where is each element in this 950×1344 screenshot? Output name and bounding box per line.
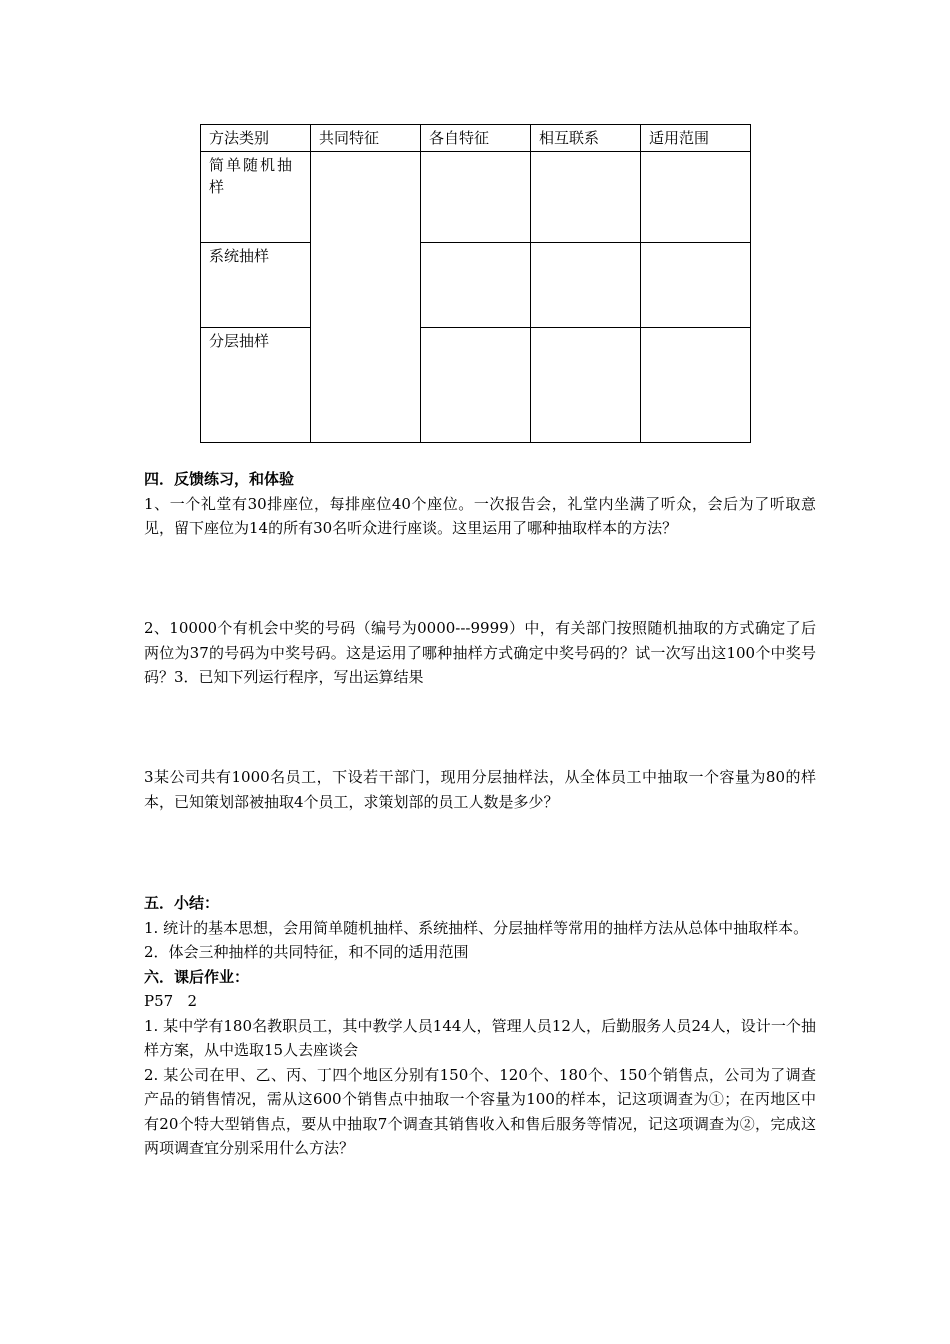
section-5-heading: 五．小结： <box>144 894 220 912</box>
table-cell <box>641 152 751 243</box>
section-4-heading: 四．反馈练习，和体验 <box>144 470 295 488</box>
header-method-type: 方法类别 <box>201 125 311 152</box>
table-cell <box>421 328 531 443</box>
section-4 <box>144 467 816 541</box>
homework-1: 1. 某中学有180名教职员工，其中教学人员144人，管理人员12人，后勤服务人员24人，设计一个抽样方案，从中选取15人去座谈会 <box>144 1016 816 1059</box>
section-6-heading: 六．课后作业： <box>144 967 250 986</box>
table-cell <box>641 243 751 328</box>
method-cell-stratified: 分层抽样 <box>201 328 311 443</box>
table-header-row <box>201 125 751 152</box>
table-cell <box>531 328 641 443</box>
homework-2: 2. 某公司在甲、乙、丙、丁四个地区分别有150个、120个、180个、150个销售点，公司为了调查产品的销售情况，需从这600个销售点中抽取一个容量为100的样本，记这项调查为①；在丙地区中有20个特大型销售点，要从中抽取7个调查其销售收入和售后服务等情况，记这项调查为②，完成这两项调查宜分别采用什么方法？ <box>144 1065 816 1157</box>
summary-item-2: 2．体会三种抽样的共同特征，和不同的适用范围 <box>144 943 469 961</box>
table-cell <box>531 243 641 328</box>
table-row <box>201 328 751 443</box>
method-cell-systematic: 系统抽样 <box>201 243 311 328</box>
common-features-cell <box>311 152 421 443</box>
header-relations: 相互联系 <box>531 125 641 152</box>
table-cell <box>641 328 751 443</box>
header-common-features: 共同特征 <box>311 125 421 152</box>
question-2: 2、10000个有机会中奖的号码（编号为0000---9999）中，有关部门按照随机抽取的方式确定了后两位为37的号码为中奖号码。这是运用了哪种抽样方式确定中奖号码的？试一次写出这100个中奖号码？3．已知下列运行程序，写出运算结果 <box>144 619 816 686</box>
table-row <box>201 152 751 243</box>
question-3-block <box>144 765 816 814</box>
method-cell-simple-random: 简单随机抽样 <box>201 152 311 243</box>
table-cell <box>531 152 641 243</box>
header-own-features: 各自特征 <box>421 125 531 152</box>
question-2-block <box>144 616 816 690</box>
section-5 <box>144 891 816 1161</box>
table-cell <box>421 152 531 243</box>
homework-reference: P57 2 <box>144 992 198 1010</box>
sampling-methods-table <box>200 124 751 443</box>
table-row <box>201 243 751 328</box>
header-scope: 适用范围 <box>641 125 751 152</box>
question-1: 1、一个礼堂有30排座位，每排座位40个座位。一次报告会，礼堂内坐满了听众，会后为了听取意见，留下座位为14的所有30名听众进行座谈。这里运用了哪种抽取样本的方法？ <box>144 494 816 537</box>
summary-item-1: 1. 统计的基本思想，会用简单随机抽样、系统抽样、分层抽样等常用的抽样方法从总体中抽取样本。 <box>144 918 809 937</box>
question-3: 3某公司共有1000名员工，下设若干部门，现用分层抽样法，从全体员工中抽取一个容量为80的样本，已知策划部被抽取4个员工，求策划部的员工人数是多少？ <box>144 768 816 811</box>
table-cell <box>421 243 531 328</box>
